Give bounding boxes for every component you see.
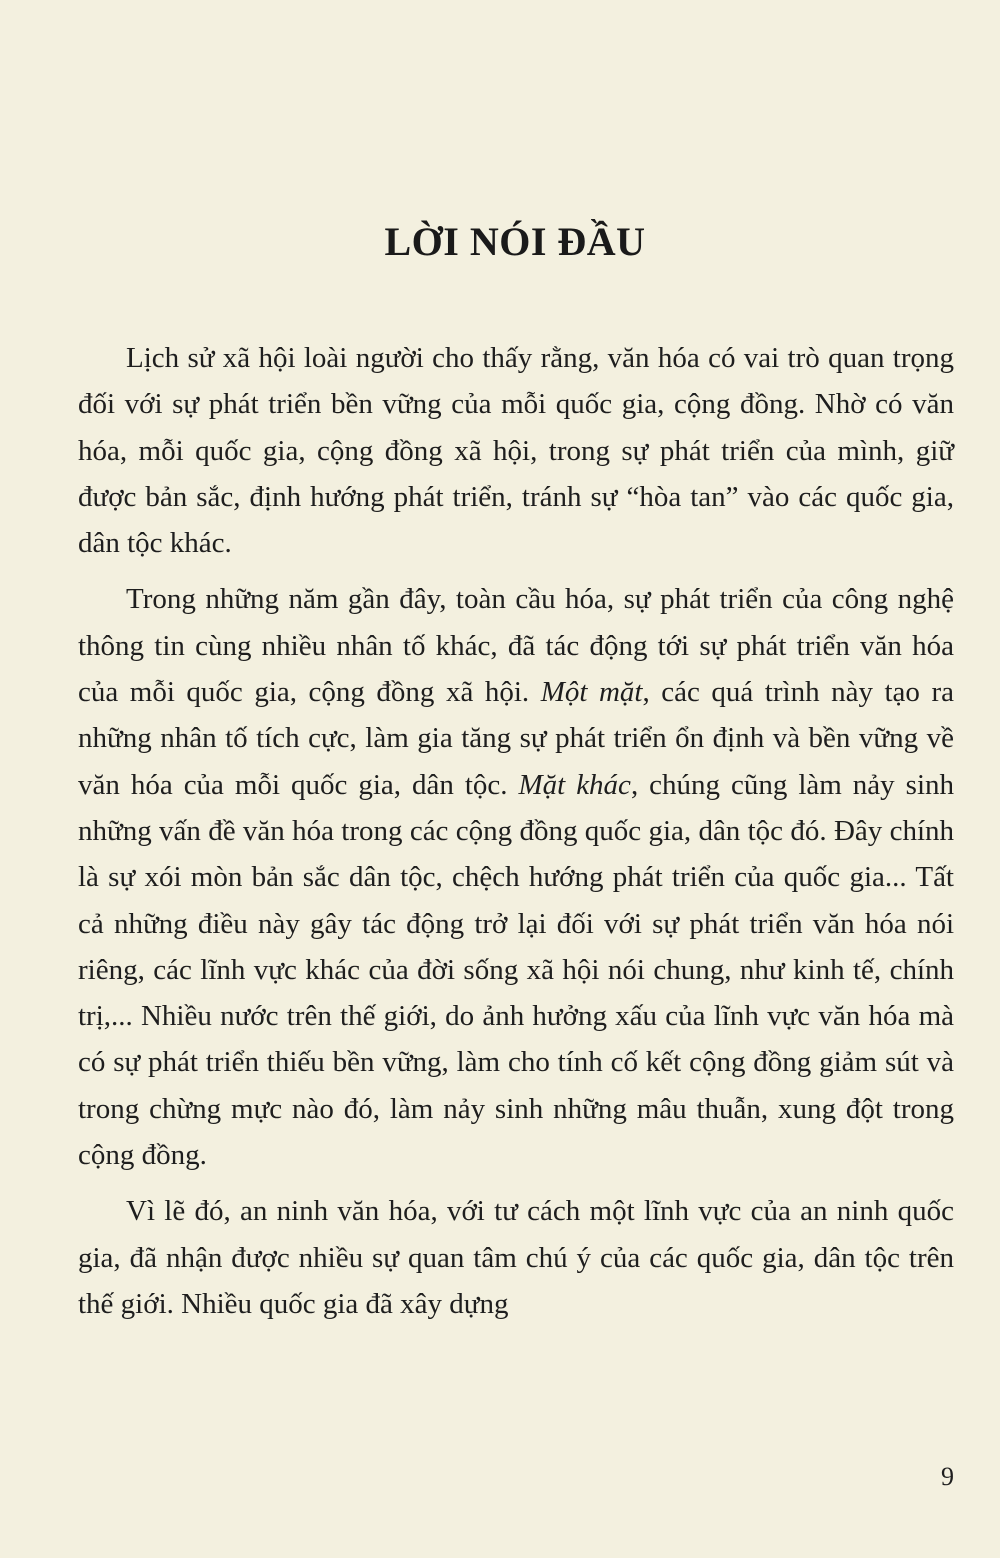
paragraph-2 xyxy=(78,576,954,1178)
paragraph-2-emphasis-a: Một mặt xyxy=(540,676,643,709)
page-title: LỜI NÓI ĐẦU xyxy=(384,219,646,264)
paragraph-1: Lịch sử xã hội loài người cho thấy rằng, văn hóa có vai trò quan trọng đối với sự phát triển bền vững của mỗi quốc gia, cộng đồng. Nhờ có văn hóa, mỗi quốc gia, cộng đồng xã hội, trong sự phát triển của mình, giữ được bản sắc, định hướng phát triển, tránh sự “hòa tan” vào các quốc gia, dân tộc khác. xyxy=(78,342,954,560)
paragraph-2-emphasis-b: Mặt khác xyxy=(518,768,631,801)
paragraph-2-text-b: , các quá trình này tạo ra những nhân tố tích cực, làm gia tăng sự phát triển ổn định và bền vững về văn hóa của mỗi quốc gia, dân tộc. xyxy=(78,676,954,801)
paragraph-2-text-c: , chúng cũng làm nảy sinh những vấn đề văn hóa trong các cộng đồng quốc gia, dân tộc đó. Đây chính là sự xói mòn bản sắc dân tộc, chệch hướng phát triển của quốc gia... Tất cả những điều này gây tác động trở lại đối với sự phát triển văn hóa nói riêng, các lĩnh vực khác của đời sống xã hội nói chung, như kinh tế, chính trị,... Nhiều nước trên thế giới, do ảnh hưởng xấu của lĩnh vực văn hóa mà có sự phát triển thiếu bền vững, làm cho tính cố kết cộng đồng giảm sút và trong chừng mực nào đó, làm nảy sinh những mâu thuẫn, xung đột trong cộng đồng. xyxy=(78,768,954,1172)
paragraph-3: Vì lẽ đó, an ninh văn hóa, với tư cách một lĩnh vực của an ninh quốc gia, đã nhận được nhiều sự quan tâm chú ý của các quốc gia, dân tộc trên thế giới. Nhiều quốc gia đã xây dựng xyxy=(78,1195,954,1320)
body-text xyxy=(78,335,954,1327)
paragraph-2-text-a: Trong những năm gần đây, toàn cầu hóa, sự phát triển của công nghệ thông tin cùng nhiều nhân tố khác, đã tác động tới sự phát triển văn hóa của mỗi quốc gia, cộng đồng xã hội. xyxy=(78,583,954,709)
page-number: 9 xyxy=(941,1462,954,1491)
